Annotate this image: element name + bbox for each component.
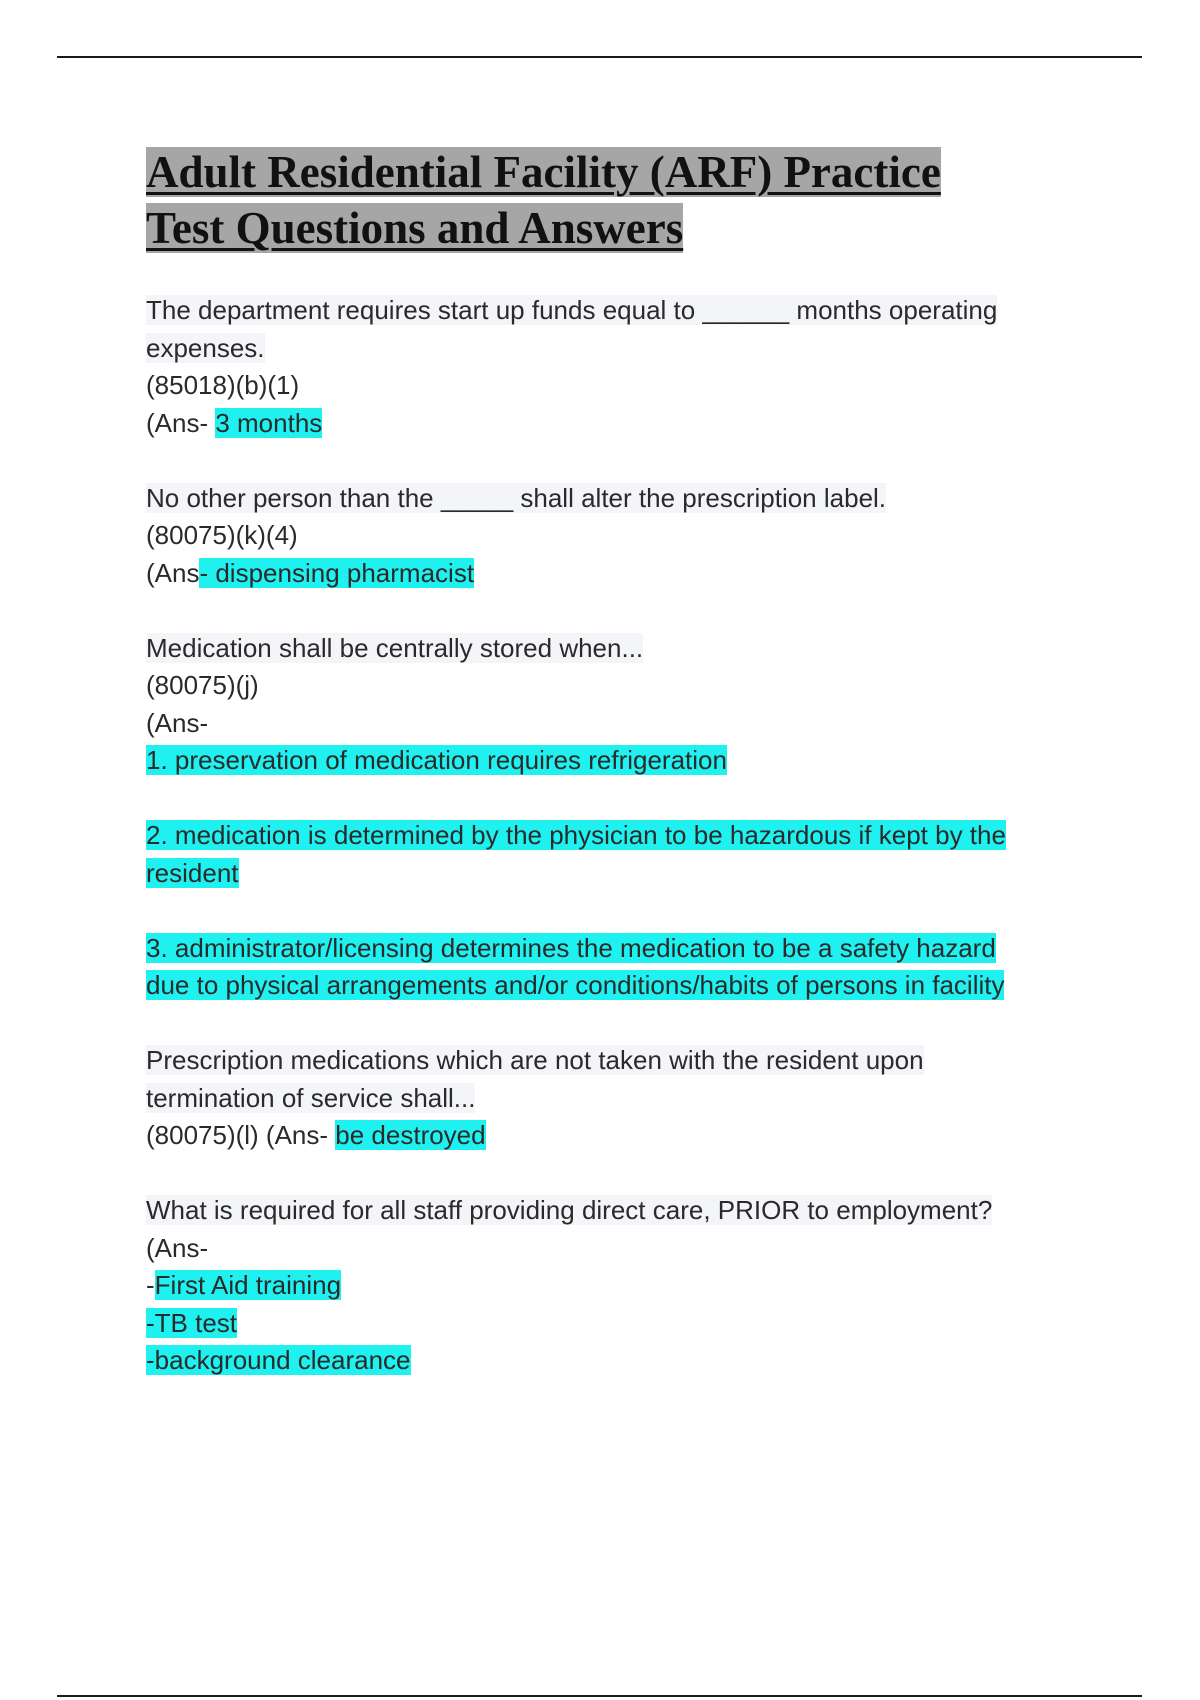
question-text: termination of service shall...: [146, 1082, 476, 1113]
regulation-reference: (80075)(l) (Ans-: [146, 1120, 336, 1150]
answer-prefix: (Ans-: [146, 407, 216, 438]
qa-block-5: [146, 1192, 1086, 1380]
regulation-reference: (80075)(k)(4): [146, 520, 298, 550]
qa-block-4: [146, 1042, 1086, 1155]
answer-highlight: -TB test: [146, 1307, 238, 1338]
question-text: The department requires start up funds equal to ______ months operating: [146, 295, 998, 325]
title-line-1: Adult Residential Facility (ARF) Practice: [146, 147, 941, 197]
qa-block-3: [146, 630, 1086, 1005]
footer-rule: [57, 1695, 1142, 1697]
answer-highlight: 3. administrator/licensing determines the medication to be a safety hazard: [146, 932, 996, 963]
question-text: What is required for all staff providing direct care, PRIOR to employment?: [146, 1195, 993, 1225]
answer-highlight: be destroyed: [335, 1120, 486, 1150]
regulation-reference: (80075)(j): [146, 670, 259, 700]
question-text: No other person than the _____ shall alter the prescription label.: [146, 482, 887, 513]
question-text: Medication shall be centrally stored when...: [146, 632, 644, 663]
regulation-reference: (85018)(b)(1): [146, 370, 300, 400]
list-dash: -: [146, 1270, 155, 1300]
qa-block-1: [146, 292, 1086, 442]
answer-highlight: 2. medication is determined by the physician to be hazardous if kept by the: [146, 820, 1006, 850]
question-text: Prescription medications which are not taken with the resident upon: [146, 1045, 924, 1075]
document-title: [146, 144, 1086, 256]
answer-highlight: due to physical arrangements and/or conditions/habits of persons in facility: [146, 970, 1005, 1000]
answer-highlight: - dispensing pharmacist: [199, 557, 475, 588]
qa-block-2: [146, 480, 1086, 593]
answer-highlight: resident: [146, 857, 239, 888]
answer-prefix: (Ans-: [146, 707, 209, 738]
header-rule: [57, 56, 1142, 58]
answer-highlight: 1. preservation of medication requires refrigeration: [146, 745, 727, 775]
answer-prefix: (Ans: [146, 557, 200, 588]
title-line-2: Test Questions and Answers: [146, 203, 684, 253]
answer-highlight: -background clearance: [146, 1345, 411, 1375]
document-body: [146, 144, 1086, 1417]
question-text: expenses.: [146, 332, 265, 363]
answer-prefix: (Ans-: [146, 1232, 209, 1263]
answer-highlight: 3 months: [215, 407, 323, 438]
answer-highlight: First Aid training: [154, 1270, 342, 1300]
